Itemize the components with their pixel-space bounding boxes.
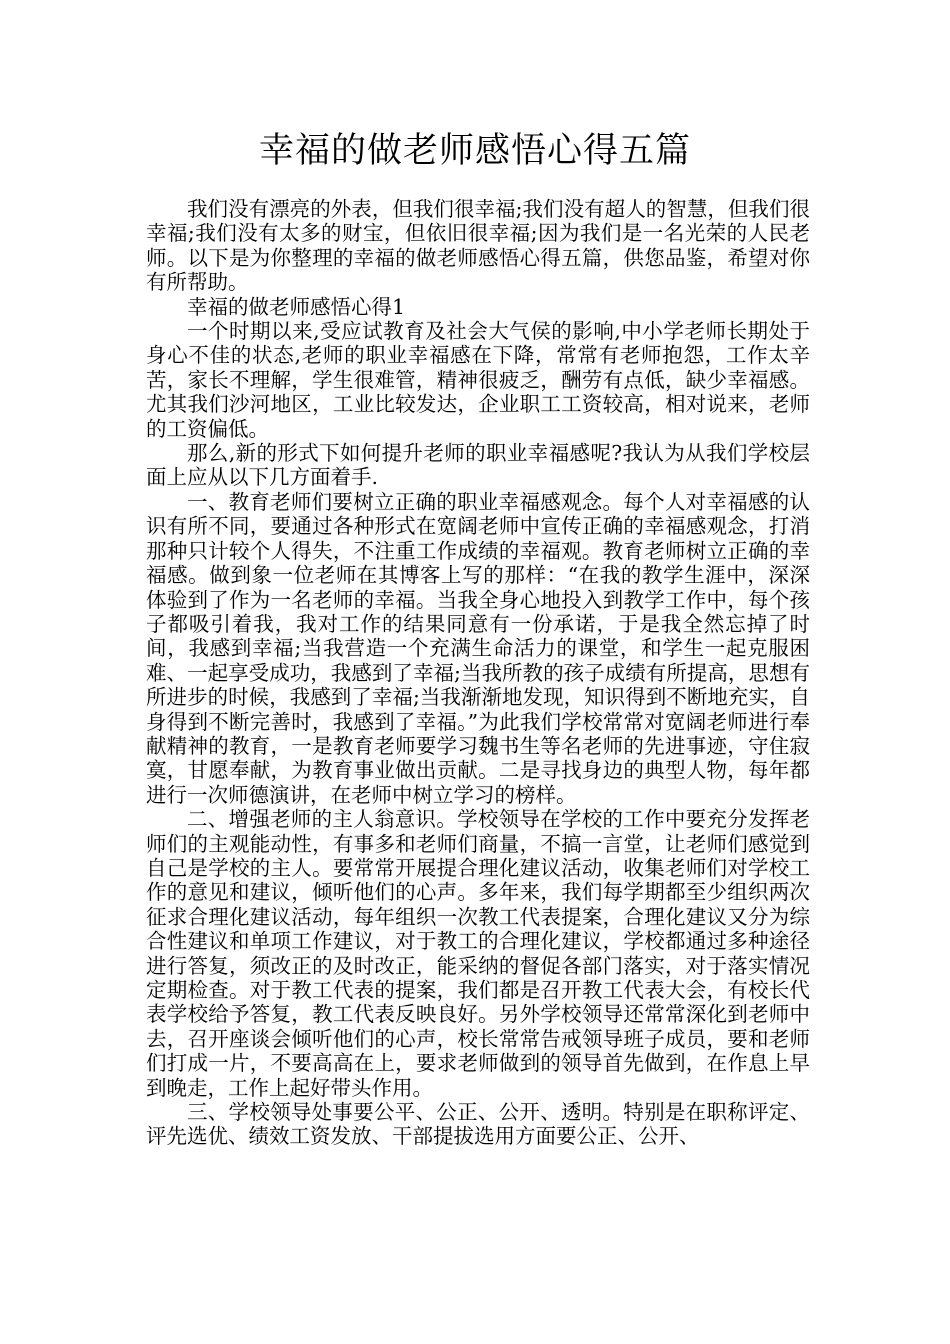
paragraph-1: 一个时期以来,受应试教育及社会大气侯的影响,中小学老师长期处于身心不佳的状态,老师的职业幸福感在下降，常常有老师抱怨，工作太辛苦，家长不理解，学生很难管，精神很疲乏，酬劳有点低，缺少幸福感。尤其我们沙河地区，工业比较发达，企业职工工资较高，相对说来，老师的工资偏低。 — [146, 319, 810, 441]
paragraph-4: 二、增强老师的主人翁意识。学校领导在学校的工作中要充分发挥老师们的主观能动性，有事多和老师们商量，不搞一言堂，让老师们感觉到自己是学校的主人。要常常开展提合理化建议活动，收集老师们对学校工作的意见和建议，倾听他们的心声。多年来，我们每学期都至少组织两次征求合理化建议活动，每年组织一次教工代表提案，合理化建议又分为综合性建议和单项工作建议，对于教工的合理化建议，学校都通过多种途径进行答复，须改正的及时改正，能采纳的督促各部门落实，对于落实情况定期检查。对于教工代表的提案，我们都是召开教工代表大会，有校长代表学校给予答复，教工代表反映良好。另外学校领导还常常深化到老师中去，召开座谈会倾听他们的心声，校长常常告戒领导班子成员，要和老师们打成一片，不要高高在上，要求老师做到的领导首先做到，在作息上早到晚走，工作上起好带头作用。 — [146, 807, 810, 1100]
section-heading-1: 幸福的做老师感悟心得1 — [187, 294, 406, 319]
paragraph-3: 一、教育老师们要树立正确的职业幸福感观念。每个人对幸福感的认识有所不同，要通过各种形式在宽阔老师中宣传正确的幸福感观念，打消那种只计较个人得失，不注重工作成绩的幸福观。教育老师树立正确的幸福感。做到象一位老师在其博客上写的那样：“在我的教学生涯中，深深体验到了作为一名老师的幸福。当我全身心地投入到教学工作中，每个孩子都吸引着我，我对工作的结果同意有一份承诺，于是我全然忘掉了时间，我感到幸福;当我营造一个充满生命活力的课堂，和学生一起克服困难、一起享受成功，我感到了幸福;当我所教的孩子成绩有所提高，思想有所进步的时候，我感到了幸福;当我渐渐地发现，知识得到不断地充实，自身得到不断完善时，我感到了幸福。”为此我们学校常常对宽阔老师进行奉献精神的教育，一是教育老师要学习魏书生等名老师的先进事迹，守住寂寞，甘愿奉献，为教育事业做出贡献。二是寻找身边的典型人物，每年都进行一次师德演讲，在老师中树立学习的榜样。 — [146, 489, 810, 807]
paragraph-5: 三、学校领导处事要公平、公正、公开、透明。特别是在职称评定、评先选优、绩效工资发放、干部提拔选用方面要公正、公开、 — [146, 1100, 810, 1149]
paragraph-intro: 我们没有漂亮的外表，但我们很幸福;我们没有超人的智慧，但我们很幸福;我们没有太多的财宝，但依旧很幸福;因为我们是一名光荣的人民老师。以下是为你整理的幸福的做老师感悟心得五篇，供您品鉴，希望对你有所帮助。 — [146, 197, 810, 295]
document-title: 幸福的做老师感悟心得五篇 — [258, 131, 691, 171]
paragraph-2: 那么,新的形式下如何提升老师的职业幸福感呢?我认为从我们学校层面上应从以下几方面着手. — [146, 441, 810, 490]
document-body — [146, 197, 810, 1149]
